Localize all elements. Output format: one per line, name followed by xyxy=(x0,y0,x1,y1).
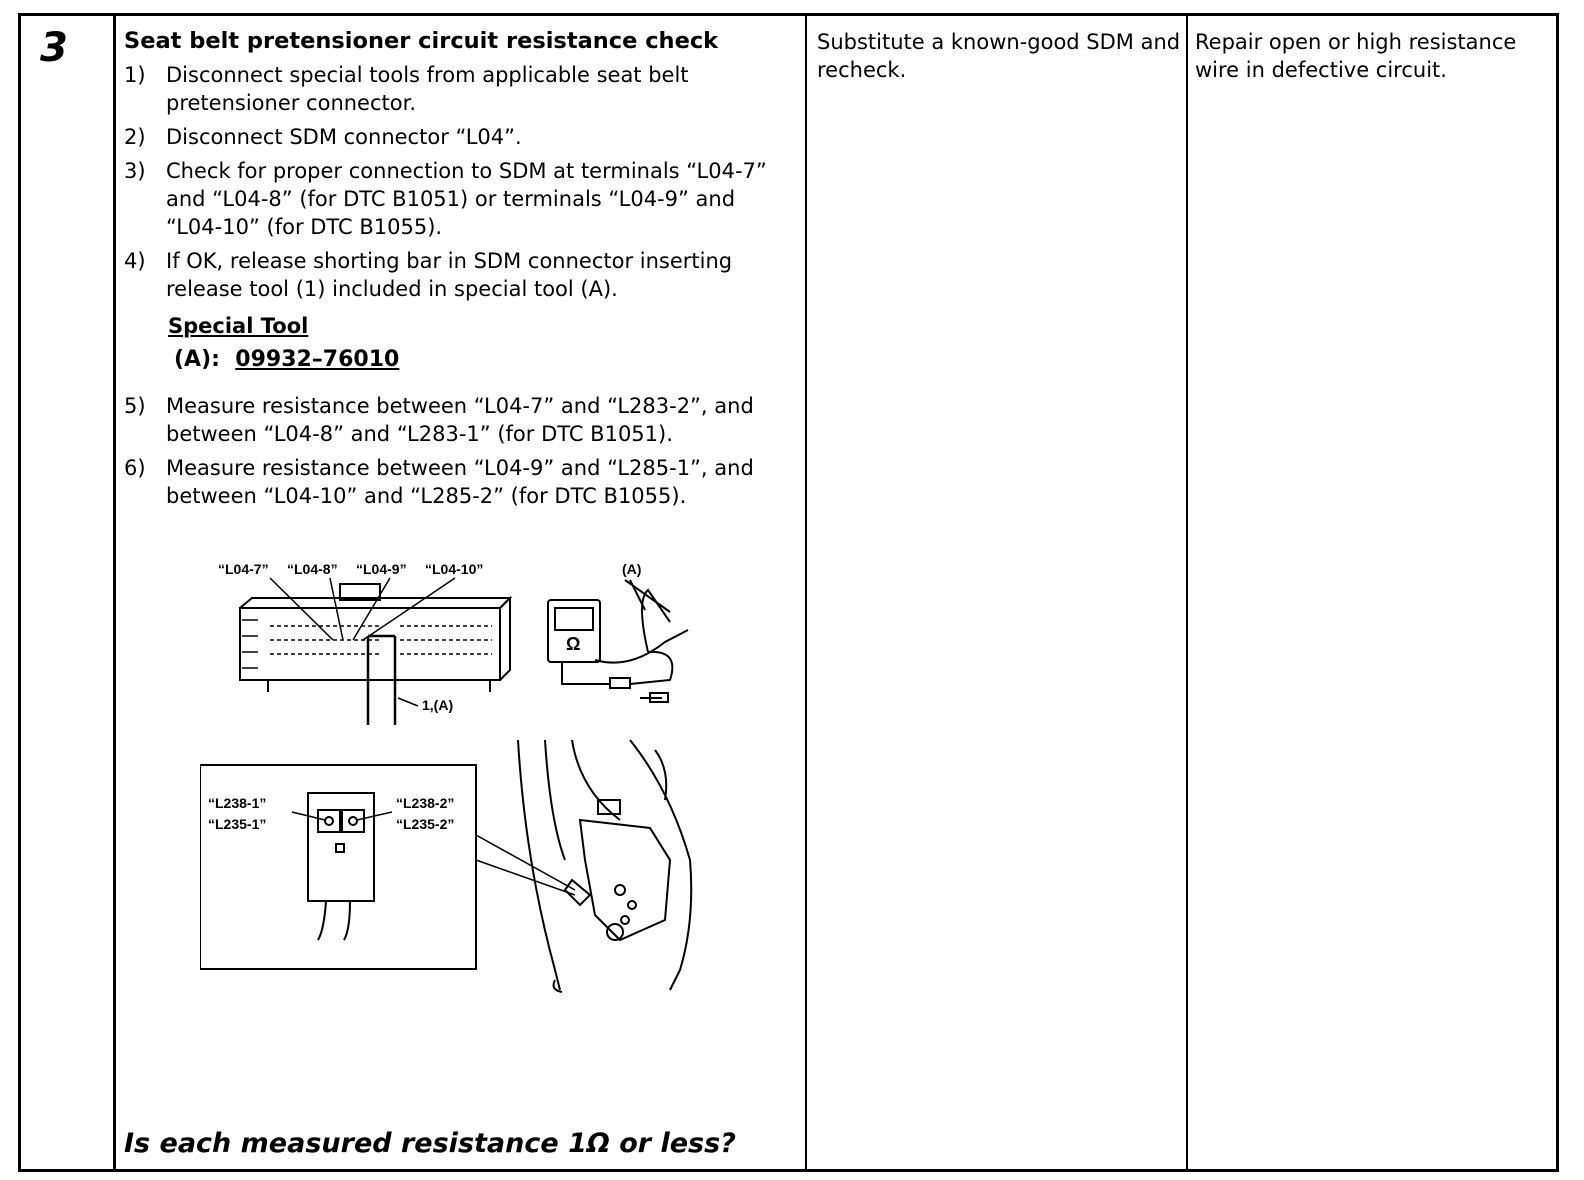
no-action-text: Repair open or high resistance wire in defective circuit. xyxy=(1195,30,1517,82)
left-terminal-label-1: “L238-1” xyxy=(208,795,267,811)
seatbelt-pretensioner-drawing xyxy=(518,740,691,992)
special-tool-label: Special Tool xyxy=(168,314,309,338)
yes-action-text: Substitute a known-good SDM and recheck. xyxy=(817,30,1181,82)
step-index: 4) xyxy=(124,249,146,273)
column-divider xyxy=(1186,13,1188,1172)
procedure-step xyxy=(124,454,790,510)
procedure-column xyxy=(124,27,790,510)
step-text: Disconnect special tools from applicable seat belt pretensioner connector. xyxy=(166,63,689,115)
step-text: Measure resistance between “L04-9” and “L285-1”, and between “L04-10” and “L285-2” (for DTC B1055). xyxy=(166,456,754,508)
right-terminal-label-2: “L235-2” xyxy=(396,816,455,832)
wiring-illustration xyxy=(200,560,720,1030)
check-question: Is each measured resistance 1Ω or less? xyxy=(124,1128,736,1159)
sdm-connector-drawing xyxy=(240,578,510,725)
step-index: 1) xyxy=(124,63,146,87)
column-divider xyxy=(805,13,807,1172)
special-tool-line xyxy=(174,345,790,375)
step-text: Disconnect SDM connector “L04”. xyxy=(166,125,522,149)
procedure-step xyxy=(124,392,790,448)
procedure-step xyxy=(124,247,790,303)
procedure-steps xyxy=(124,61,790,303)
terminal-label-l04-9: “L04-9” xyxy=(356,561,407,577)
procedure-step xyxy=(124,123,790,151)
procedure-step xyxy=(124,157,790,241)
step-text: Measure resistance between “L04-7” and “L283-2”, and between “L04-8” and “L283-1” (for DTC B1051). xyxy=(166,394,754,446)
special-tool-prefix: (A): xyxy=(174,347,220,372)
step-text: If OK, release shorting bar in SDM connector inserting release tool (1) included in special tool (A). xyxy=(166,249,733,301)
step-title: Seat belt pretensioner circuit resistance check xyxy=(124,28,719,54)
step-index: 2) xyxy=(124,125,146,149)
right-terminal-label-1: “L238-2” xyxy=(396,795,455,811)
terminal-label-l04-10: “L04-10” xyxy=(425,561,484,577)
step-index: 3) xyxy=(124,159,146,183)
procedure-step xyxy=(124,61,790,117)
step-number: 3 xyxy=(40,25,68,71)
procedure-steps xyxy=(124,392,790,510)
meter-label: (A) xyxy=(622,561,642,577)
ohmmeter-icon xyxy=(548,580,688,702)
terminal-label-l04-7: “L04-7” xyxy=(218,561,269,577)
left-terminal-label-2: “L235-1” xyxy=(208,816,267,832)
release-tool-label: 1,(A) xyxy=(422,697,454,713)
terminal-label-l04-8: “L04-8” xyxy=(287,561,338,577)
step-index: 6) xyxy=(124,456,146,480)
special-tool-code: 09932–76010 xyxy=(235,347,400,372)
step-index: 5) xyxy=(124,394,146,418)
svg-text:Ω: Ω xyxy=(566,634,581,654)
step-text: Check for proper connection to SDM at terminals “L04-7” and “L04-8” (for DTC B1051) or terminals “L04-9” and “L04-10” (for DTC B1055). xyxy=(166,159,767,239)
column-divider xyxy=(113,13,116,1172)
